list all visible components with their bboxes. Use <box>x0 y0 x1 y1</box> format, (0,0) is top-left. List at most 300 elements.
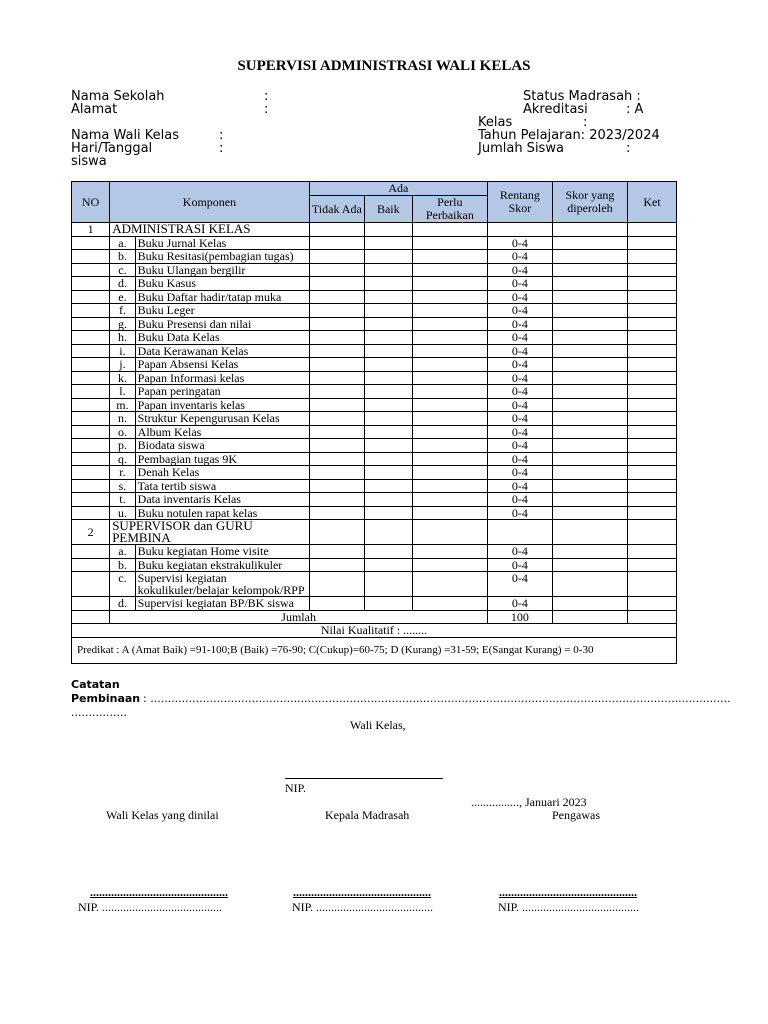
catatan-label: Catatan <box>71 678 120 691</box>
predikat-row <box>72 637 677 663</box>
cell-baik <box>364 331 412 345</box>
label-nama-wali-kelas: Nama Wali Kelas <box>71 128 180 143</box>
cell <box>72 412 110 426</box>
item-range: 0-4 <box>488 277 553 291</box>
table-row <box>72 558 677 572</box>
cell-tidak-ada <box>309 250 364 264</box>
colon: : <box>626 141 631 156</box>
cell-perlu-perbaikan <box>412 236 487 250</box>
cell-skor <box>552 290 627 304</box>
total-label: Jumlah <box>110 610 488 624</box>
item-letter: k. <box>110 371 135 385</box>
cell <box>309 223 364 237</box>
cell-perlu-perbaikan <box>412 277 487 291</box>
header-skor-diperoleh: Skor yang diperoleh <box>552 182 627 223</box>
cell-tidak-ada <box>309 358 364 372</box>
table-row <box>72 263 677 277</box>
cell <box>412 520 487 545</box>
cell <box>72 558 110 572</box>
section-title: ADMINISTRASI KELAS <box>110 223 310 237</box>
cell-ket <box>628 572 677 597</box>
cell-tidak-ada <box>309 344 364 358</box>
cell-ket <box>628 412 677 426</box>
cell <box>72 358 110 372</box>
cell-tidak-ada <box>309 572 364 597</box>
cell-perlu-perbaikan <box>412 371 487 385</box>
cell <box>72 344 110 358</box>
cell <box>72 277 110 291</box>
item-range: 0-4 <box>488 317 553 331</box>
item-name: Data Kerawanan Kelas <box>135 344 309 358</box>
cell-tidak-ada <box>309 290 364 304</box>
cell-tidak-ada <box>309 466 364 480</box>
wali-kelas-label: Wali Kelas, <box>350 718 406 732</box>
cell-tidak-ada <box>309 304 364 318</box>
cell-tidak-ada <box>309 558 364 572</box>
item-letter: p. <box>110 439 135 453</box>
item-name: Papan Absensi Kelas <box>135 358 309 372</box>
cell-tidak-ada <box>309 236 364 250</box>
colon: : <box>264 102 269 117</box>
item-letter: t. <box>110 493 135 507</box>
cell-tidak-ada <box>309 597 364 611</box>
item-name: Album Kelas <box>135 425 309 439</box>
item-name: Data inventaris Kelas <box>135 493 309 507</box>
cell-ket <box>628 263 677 277</box>
pengawas-label: Pengawas <box>552 808 600 822</box>
cell-skor <box>552 493 627 507</box>
cell-baik <box>364 439 412 453</box>
cell <box>72 439 110 453</box>
pembinaan-dots: : ...................................................................................................................................................................... <box>143 692 731 705</box>
cell-ket <box>628 398 677 412</box>
colon: : <box>264 89 269 104</box>
cell <box>72 385 110 399</box>
cell-baik <box>364 597 412 611</box>
cell-ket <box>628 304 677 318</box>
item-name: Pembagian tugas 9K <box>135 452 309 466</box>
table-row <box>72 344 677 358</box>
nilai-row <box>72 624 677 638</box>
item-range: 0-4 <box>488 558 553 572</box>
item-name: Biodata siswa <box>135 439 309 453</box>
cell-tidak-ada <box>309 385 364 399</box>
cell-perlu-perbaikan <box>412 358 487 372</box>
header-ada: Ada <box>309 182 487 196</box>
item-letter: g. <box>110 317 135 331</box>
cell-baik <box>364 317 412 331</box>
cell-skor <box>552 344 627 358</box>
cell-ket <box>628 452 677 466</box>
pembinaan-label: Pembinaan <box>71 692 141 705</box>
item-range: 0-4 <box>488 452 553 466</box>
pembinaan-dots-cont: ................ <box>71 706 127 719</box>
cell-skor <box>552 358 627 372</box>
colon: : <box>219 128 224 143</box>
cell-skor <box>552 317 627 331</box>
nip-kepala: NIP. ....................................... <box>292 900 434 914</box>
item-range: 0-4 <box>488 344 553 358</box>
cell-skor <box>552 506 627 520</box>
table-row <box>72 385 677 399</box>
cell-perlu-perbaikan <box>412 558 487 572</box>
item-range: 0-4 <box>488 304 553 318</box>
cell-tidak-ada <box>309 371 364 385</box>
name-line-wali: .............................................. <box>90 885 228 899</box>
cell-tidak-ada <box>309 331 364 345</box>
cell-baik <box>364 466 412 480</box>
cell <box>72 304 110 318</box>
cell-ket <box>628 250 677 264</box>
cell-ket <box>628 236 677 250</box>
cell-baik <box>364 572 412 597</box>
label-nama-sekolah: Nama Sekolah <box>71 89 165 104</box>
section-no: 1 <box>72 223 110 237</box>
table-row <box>72 572 677 597</box>
item-letter: d. <box>110 597 135 611</box>
item-range: 0-4 <box>488 493 553 507</box>
item-range: 0-4 <box>488 439 553 453</box>
cell-perlu-perbaikan <box>412 545 487 559</box>
page-title: SUPERVISI ADMINISTRASI WALI KELAS <box>237 58 531 74</box>
cell-tidak-ada <box>309 545 364 559</box>
cell-skor <box>552 304 627 318</box>
cell <box>72 371 110 385</box>
item-letter: j. <box>110 358 135 372</box>
section-no: 2 <box>72 520 110 545</box>
label-alamat: Alamat <box>71 102 118 117</box>
header-komponen: Komponen <box>110 182 310 223</box>
cell-ket <box>628 439 677 453</box>
item-range: 0-4 <box>488 572 553 597</box>
item-letter: c. <box>110 572 135 597</box>
cell <box>72 610 110 624</box>
cell-ket <box>628 425 677 439</box>
cell-perlu-perbaikan <box>412 290 487 304</box>
item-name: Buku Daftar hadir/tatap muka <box>135 290 309 304</box>
cell <box>72 597 110 611</box>
cell-ket <box>628 344 677 358</box>
table-row <box>72 277 677 291</box>
item-name: Buku kegiatan Home visite <box>135 545 309 559</box>
value-akreditasi: : A <box>626 102 644 117</box>
item-name: Buku notulen rapat kelas <box>135 506 309 520</box>
cell-perlu-perbaikan <box>412 479 487 493</box>
cell-ket <box>628 479 677 493</box>
table-row <box>72 290 677 304</box>
cell-baik <box>364 304 412 318</box>
nip-wali: NIP. ........................................ <box>78 900 223 914</box>
table-row <box>72 466 677 480</box>
cell-tidak-ada <box>309 277 364 291</box>
cell <box>72 236 110 250</box>
item-name: Tata tertib siswa <box>135 479 309 493</box>
cell-perlu-perbaikan <box>412 439 487 453</box>
cell-skor <box>552 439 627 453</box>
header-perlu-perbaikan: Perlu Perbaikan <box>412 196 487 223</box>
cell-baik <box>364 545 412 559</box>
cell-tidak-ada <box>309 452 364 466</box>
table-row <box>72 597 677 611</box>
cell-perlu-perbaikan <box>412 597 487 611</box>
cell-skor <box>552 572 627 597</box>
item-range: 0-4 <box>488 398 553 412</box>
item-range: 0-4 <box>488 597 553 611</box>
cell-skor <box>552 371 627 385</box>
cell-perlu-perbaikan <box>412 263 487 277</box>
item-letter: b. <box>110 558 135 572</box>
item-range: 0-4 <box>488 263 553 277</box>
cell-tidak-ada <box>309 425 364 439</box>
cell-perlu-perbaikan <box>412 344 487 358</box>
cell-ket <box>628 493 677 507</box>
table-row <box>72 358 677 372</box>
cell-baik <box>364 371 412 385</box>
cell-perlu-perbaikan <box>412 304 487 318</box>
cell-perlu-perbaikan <box>412 317 487 331</box>
cell-baik <box>364 398 412 412</box>
item-range: 0-4 <box>488 466 553 480</box>
item-name: Papan Informasi kelas <box>135 371 309 385</box>
cell-ket <box>628 466 677 480</box>
cell-perlu-perbaikan <box>412 572 487 597</box>
item-letter: o. <box>110 425 135 439</box>
item-name: Buku Jurnal Kelas <box>135 236 309 250</box>
cell-ket <box>628 371 677 385</box>
cell-skor <box>552 597 627 611</box>
cell-skor <box>552 398 627 412</box>
table-row <box>72 331 677 345</box>
name-line-pengawas: .............................................. <box>499 885 637 899</box>
label-tahun-pelajaran: Tahun Pelajaran: 2023/2024 <box>478 128 660 143</box>
cell-baik <box>364 344 412 358</box>
item-range: 0-4 <box>488 479 553 493</box>
item-range: 0-4 <box>488 412 553 426</box>
cell-baik <box>364 558 412 572</box>
cell <box>72 290 110 304</box>
item-name: Papan inventaris kelas <box>135 398 309 412</box>
item-letter: l. <box>110 385 135 399</box>
cell-baik <box>364 506 412 520</box>
item-range: 0-4 <box>488 250 553 264</box>
cell-ket <box>628 290 677 304</box>
cell-skor <box>552 558 627 572</box>
item-name: Buku Kasus <box>135 277 309 291</box>
cell <box>72 331 110 345</box>
cell-baik <box>364 479 412 493</box>
table-row <box>72 398 677 412</box>
item-name: Buku Data Kelas <box>135 331 309 345</box>
cell <box>72 493 110 507</box>
nip-pengawas: NIP. ....................................... <box>498 900 640 914</box>
name-line-kepala: .............................................. <box>293 885 431 899</box>
cell-ket <box>628 317 677 331</box>
label-akreditasi: Akreditasi <box>523 102 588 117</box>
cell <box>72 425 110 439</box>
cell-tidak-ada <box>309 479 364 493</box>
item-name: Papan peringatan <box>135 385 309 399</box>
label-status-madrasah: Status Madrasah : <box>523 89 641 104</box>
item-letter: a. <box>110 545 135 559</box>
table-row <box>72 452 677 466</box>
item-letter: e. <box>110 290 135 304</box>
cell-skor <box>552 263 627 277</box>
cell-tidak-ada <box>309 412 364 426</box>
section-title-line1: SUPERVISOR dan GURU <box>112 518 253 533</box>
section-title <box>110 520 310 545</box>
cell-tidak-ada <box>309 398 364 412</box>
table-row <box>72 236 677 250</box>
item-range: 0-4 <box>488 371 553 385</box>
table-row <box>72 493 677 507</box>
table-row <box>72 439 677 453</box>
cell-perlu-perbaikan <box>412 452 487 466</box>
cell <box>364 223 412 237</box>
cell <box>628 520 677 545</box>
table-row <box>72 425 677 439</box>
item-range: 0-4 <box>488 385 553 399</box>
item-letter: c. <box>110 263 135 277</box>
cell <box>72 452 110 466</box>
cell-tidak-ada <box>309 439 364 453</box>
cell <box>72 398 110 412</box>
item-letter: r. <box>110 466 135 480</box>
cell <box>552 520 627 545</box>
colon: : <box>583 115 588 130</box>
cell-skor <box>552 277 627 291</box>
item-name: Buku Leger <box>135 304 309 318</box>
table-row <box>72 479 677 493</box>
signature-line <box>285 778 443 779</box>
cell-skor <box>552 412 627 426</box>
cell-perlu-perbaikan <box>412 466 487 480</box>
cell-tidak-ada <box>309 263 364 277</box>
item-letter: h. <box>110 331 135 345</box>
supervision-table <box>71 181 677 664</box>
item-letter: i. <box>110 344 135 358</box>
cell-skor <box>552 466 627 480</box>
cell <box>552 610 627 624</box>
colon: : <box>219 141 224 156</box>
cell-perlu-perbaikan <box>412 331 487 345</box>
label-hari-tanggal: Hari/Tanggal <box>71 141 153 156</box>
header-baik: Baik <box>364 196 412 223</box>
item-range: 0-4 <box>488 506 553 520</box>
cell-baik <box>364 263 412 277</box>
header-no: NO <box>72 182 110 223</box>
cell-perlu-perbaikan <box>412 398 487 412</box>
header-ket: Ket <box>628 182 677 223</box>
cell <box>72 263 110 277</box>
cell-ket <box>628 277 677 291</box>
cell <box>628 610 677 624</box>
cell <box>488 520 553 545</box>
item-name: Buku Resitasi(pembagian tugas) <box>135 250 309 264</box>
total-row <box>72 610 677 624</box>
cell-perlu-perbaikan <box>412 493 487 507</box>
cell <box>364 520 412 545</box>
cell-skor <box>552 331 627 345</box>
table-row <box>72 412 677 426</box>
table-row <box>72 545 677 559</box>
cell <box>72 317 110 331</box>
item-letter: a. <box>110 236 135 250</box>
item-letter: q. <box>110 452 135 466</box>
cell-perlu-perbaikan <box>412 385 487 399</box>
item-name: Supervisi kegiatan BP/BK siswa <box>135 597 309 611</box>
item-name: Supervisi kegiatan kokulikuler/belajar kelompok/RPP <box>135 572 309 597</box>
cell-baik <box>364 452 412 466</box>
cell-baik <box>364 236 412 250</box>
item-letter: n. <box>110 412 135 426</box>
cell-tidak-ada <box>309 317 364 331</box>
cell <box>552 223 627 237</box>
item-letter: d. <box>110 277 135 291</box>
cell-ket <box>628 331 677 345</box>
item-letter: f. <box>110 304 135 318</box>
cell-skor <box>552 479 627 493</box>
item-letter: m. <box>110 398 135 412</box>
nip-label: NIP. <box>285 781 307 795</box>
cell-baik <box>364 277 412 291</box>
cell-skor <box>552 452 627 466</box>
date-text: ................, Januari 2023 <box>471 795 587 809</box>
predikat-text: Predikat : A (Amat Baik) =91-100;B (Baik) =76-90; C(Cukup)=60-75; D (Kurang) =31-59; E(Sangat Kurang) = 0-30 <box>72 637 677 663</box>
header-rentang-skor: Rentang Skor <box>488 182 553 223</box>
cell-skor <box>552 385 627 399</box>
section-row-1 <box>72 223 677 237</box>
cell-ket <box>628 506 677 520</box>
item-name: Denah Kelas <box>135 466 309 480</box>
cell-perlu-perbaikan <box>412 412 487 426</box>
cell <box>412 223 487 237</box>
cell-baik <box>364 425 412 439</box>
cell-ket <box>628 545 677 559</box>
cell-baik <box>364 250 412 264</box>
table-row <box>72 304 677 318</box>
section-row-2 <box>72 520 677 545</box>
cell <box>72 479 110 493</box>
header-tidak-ada: Tidak Ada <box>309 196 364 223</box>
label-siswa: siswa <box>71 154 107 169</box>
cell <box>488 223 553 237</box>
cell-skor <box>552 250 627 264</box>
wali-dinilai-label: Wali Kelas yang dinilai <box>106 808 219 822</box>
item-range: 0-4 <box>488 236 553 250</box>
item-name: Buku Ulangan bergilir <box>135 263 309 277</box>
item-letter: u. <box>110 506 135 520</box>
cell-perlu-perbaikan <box>412 250 487 264</box>
cell-tidak-ada <box>309 506 364 520</box>
nilai-kualitatif: Nilai Kualitatif : ........ <box>72 624 677 638</box>
cell-baik <box>364 358 412 372</box>
item-range: 0-4 <box>488 331 553 345</box>
item-range: 0-4 <box>488 358 553 372</box>
cell <box>72 572 110 597</box>
cell-skor <box>552 236 627 250</box>
cell-baik <box>364 290 412 304</box>
item-name: Buku Presensi dan nilai <box>135 317 309 331</box>
cell-perlu-perbaikan <box>412 425 487 439</box>
item-letter: s. <box>110 479 135 493</box>
cell <box>72 506 110 520</box>
cell-ket <box>628 558 677 572</box>
label-kelas: Kelas <box>478 115 513 130</box>
item-range: 0-4 <box>488 545 553 559</box>
cell-perlu-perbaikan <box>412 506 487 520</box>
cell-ket <box>628 597 677 611</box>
item-name: Struktur Kepengurusan Kelas <box>135 412 309 426</box>
